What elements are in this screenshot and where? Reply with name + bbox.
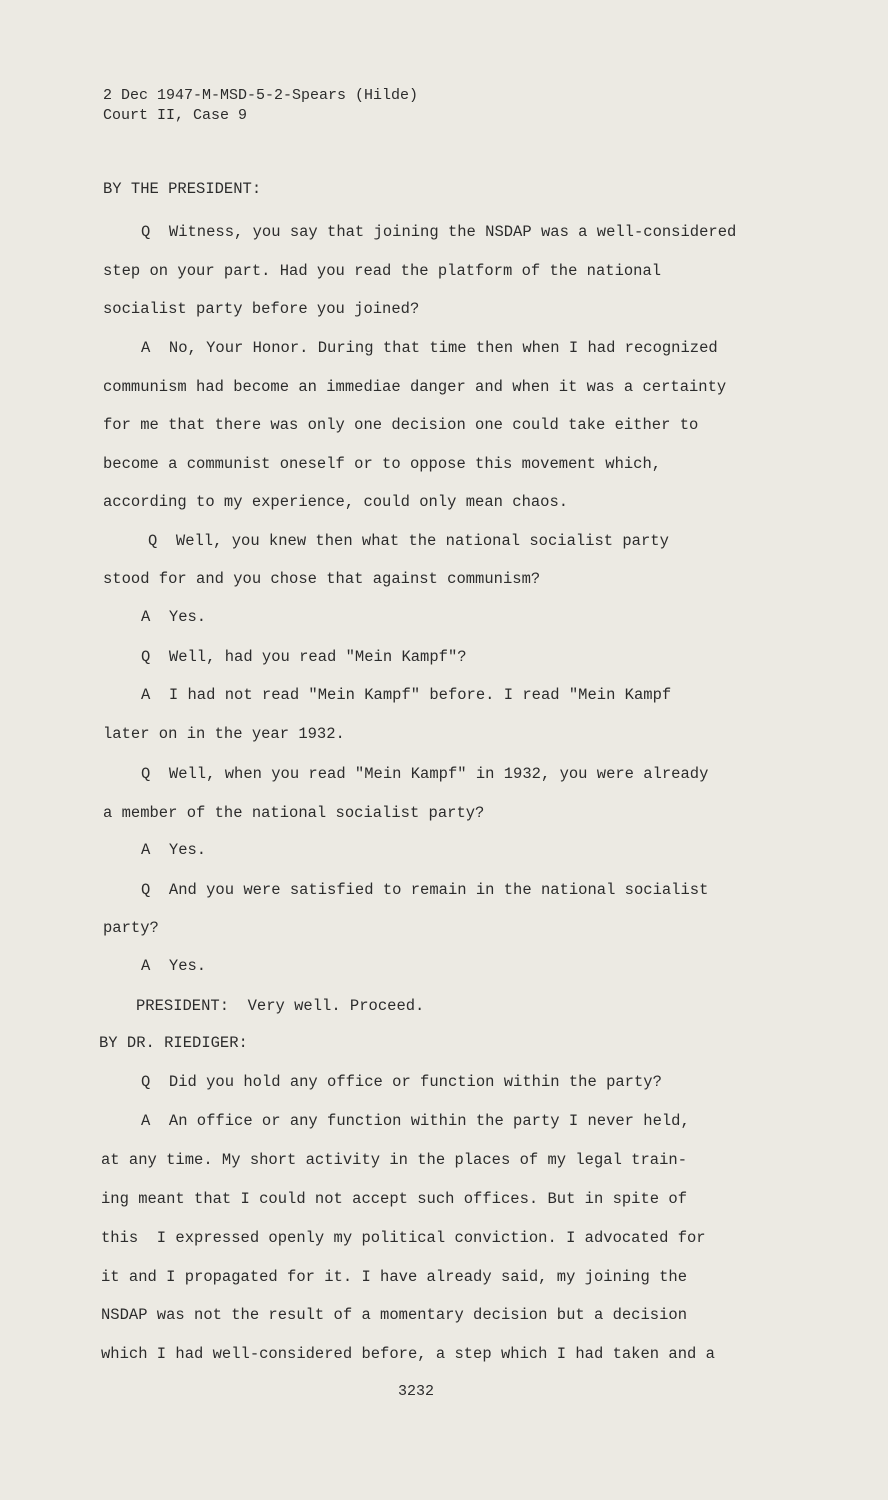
transcript-line: for me that there was only one decision one could take either to: [103, 416, 699, 434]
transcript-line: later on in the year 1932.: [103, 725, 345, 743]
transcript-line: at any time. My short activity in the places of my legal train-: [101, 1151, 687, 1169]
transcript-line: become a communist oneself or to oppose this movement which,: [103, 455, 662, 473]
header-case-reference: 2 Dec 1947-M-MSD-5-2-Spears (Hilde): [103, 87, 419, 104]
transcript-line: A Yes.: [141, 841, 207, 859]
page-number: 3232: [398, 1383, 435, 1400]
transcript-line: Q Well, you knew then what the national socialist party: [148, 532, 669, 550]
transcript-line: A Yes.: [141, 608, 207, 626]
transcript-line: Q Did you hold any office or function within the party?: [141, 1073, 662, 1091]
transcript-line: which I had well-considered before, a step which I had taken and a: [101, 1345, 715, 1363]
section-heading-president: BY THE PRESIDENT:: [103, 180, 262, 198]
transcript-line: party?: [103, 919, 159, 937]
transcript-line: it and I propagated for it. I have already said, my joining the: [101, 1268, 687, 1286]
transcript-line: Q Well, had you read "Mein Kampf"?: [141, 648, 467, 666]
transcript-line: according to my experience, could only mean chaos.: [103, 493, 569, 511]
transcript-line: stood for and you chose that against communism?: [103, 570, 541, 588]
transcript-line: a member of the national socialist party?: [103, 804, 485, 822]
transcript-line: PRESIDENT: Very well. Proceed.: [136, 997, 425, 1015]
transcript-line: Q Well, when you read "Mein Kampf" in 1932, you were already: [141, 765, 709, 783]
transcript-line: socialist party before you joined?: [103, 300, 420, 318]
transcript-line: Q Witness, you say that joining the NSDAP was a well-considered: [141, 223, 737, 241]
transcript-line: communism had become an immediae danger and when it was a certainty: [103, 378, 727, 396]
transcript-line: NSDAP was not the result of a momentary decision but a decision: [101, 1306, 687, 1324]
transcript-line: A Yes.: [141, 957, 207, 975]
transcript-line: step on your part. Had you read the platform of the national: [103, 262, 662, 280]
transcript-line: A No, Your Honor. During that time then when I had recognized: [141, 339, 718, 357]
transcript-line: this I expressed openly my political conviction. I advocated for: [101, 1229, 706, 1247]
transcript-line: Q And you were satisfied to remain in the national socialist: [141, 881, 709, 899]
section-heading-rediger: BY DR. RIEDIGER:: [99, 1034, 248, 1052]
header-court: Court II, Case 9: [103, 107, 248, 124]
transcript-line: A An office or any function within the party I never held,: [141, 1112, 690, 1130]
transcript-line: A I had not read "Mein Kampf" before. I read "Mein Kampf: [141, 686, 672, 704]
transcript-line: ing meant that I could not accept such offices. But in spite of: [101, 1190, 687, 1208]
